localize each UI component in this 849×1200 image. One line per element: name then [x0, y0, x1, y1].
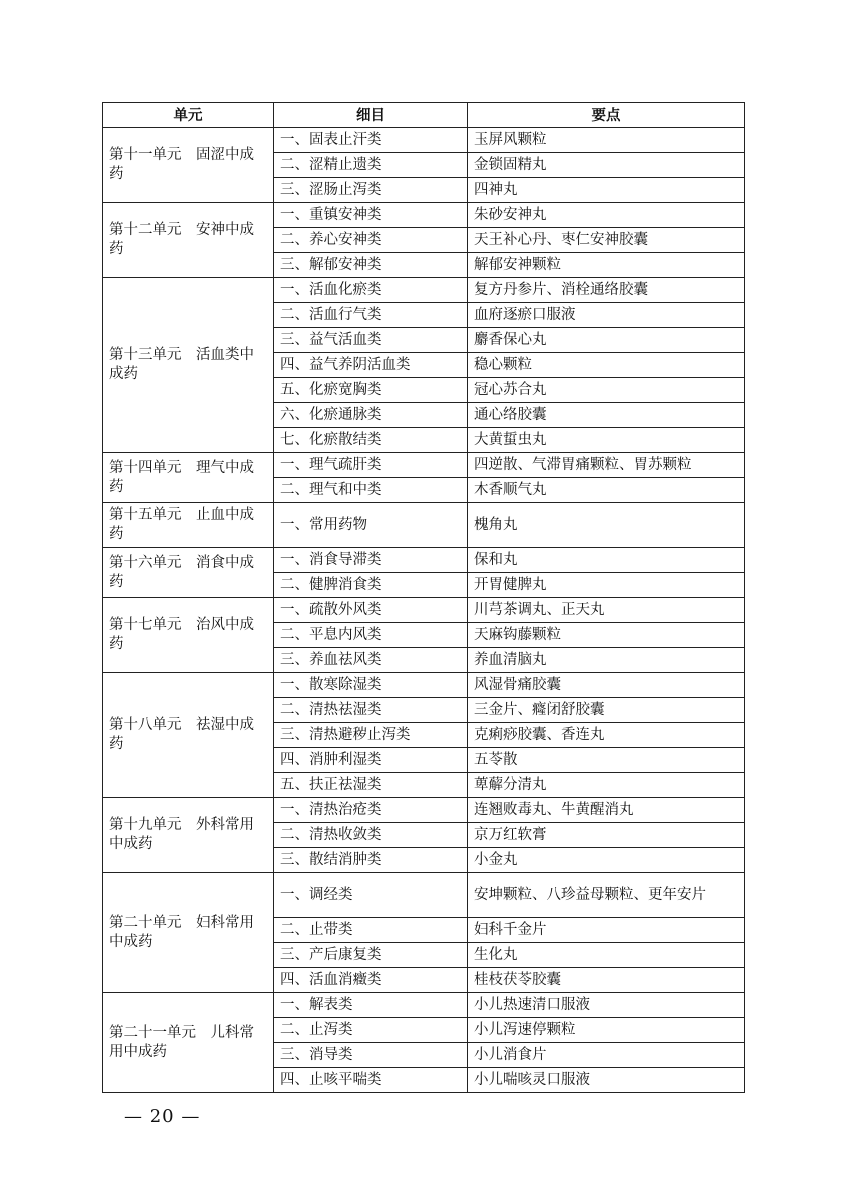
- item-cell: 二、健脾消食类: [274, 573, 468, 598]
- point-cell: 天麻钩藤颗粒: [468, 623, 745, 648]
- point-cell: 小儿消食片: [468, 1043, 745, 1068]
- point-cell: 萆薢分清丸: [468, 773, 745, 798]
- item-cell: 二、平息内风类: [274, 623, 468, 648]
- item-cell: 四、活血消癥类: [274, 968, 468, 993]
- item-cell: 一、解表类: [274, 993, 468, 1018]
- item-cell: 三、消导类: [274, 1043, 468, 1068]
- item-cell: 一、疏散外风类: [274, 598, 468, 623]
- table-row: [103, 673, 745, 698]
- item-cell: 三、产后康复类: [274, 943, 468, 968]
- item-cell: 一、消食导滞类: [274, 548, 468, 573]
- item-cell: 四、消肿利湿类: [274, 748, 468, 773]
- item-cell: 五、化瘀宽胸类: [274, 378, 468, 403]
- point-cell: 复方丹参片、消栓通络胶囊: [468, 278, 745, 303]
- point-cell: 桂枝茯苓胶囊: [468, 968, 745, 993]
- item-cell: 三、养血祛风类: [274, 648, 468, 673]
- table-row: [103, 993, 745, 1018]
- table-header-row: [103, 103, 745, 128]
- point-cell: 小儿喘咳灵口服液: [468, 1068, 745, 1093]
- table-row: [103, 548, 745, 573]
- item-cell: 三、清热避秽止泻类: [274, 723, 468, 748]
- item-cell: 二、止泻类: [274, 1018, 468, 1043]
- point-cell: 小儿泻速停颗粒: [468, 1018, 745, 1043]
- syllabus-table: [102, 102, 745, 1093]
- table-row: [103, 128, 745, 153]
- table-row: [103, 453, 745, 478]
- unit-cell: 第十七单元 治风中成药: [103, 598, 274, 673]
- item-cell: 一、清热治疮类: [274, 798, 468, 823]
- item-cell: 二、清热收敛类: [274, 823, 468, 848]
- item-cell: 一、活血化瘀类: [274, 278, 468, 303]
- point-cell: 冠心苏合丸: [468, 378, 745, 403]
- item-cell: 一、固表止汗类: [274, 128, 468, 153]
- item-cell: 七、化瘀散结类: [274, 428, 468, 453]
- unit-cell: 第二十单元 妇科常用中成药: [103, 873, 274, 993]
- table-row: [103, 278, 745, 303]
- point-cell: 养血清脑丸: [468, 648, 745, 673]
- point-cell: 解郁安神颗粒: [468, 253, 745, 278]
- point-cell: 天王补心丹、枣仁安神胶囊: [468, 228, 745, 253]
- unit-cell: 第十五单元 止血中成药: [103, 503, 274, 548]
- point-cell: 五苓散: [468, 748, 745, 773]
- item-cell: 二、止带类: [274, 918, 468, 943]
- unit-cell: 第十二单元 安神中成药: [103, 203, 274, 278]
- point-cell: 金锁固精丸: [468, 153, 745, 178]
- column-header-item: 细目: [274, 103, 468, 128]
- item-cell: 三、散结消肿类: [274, 848, 468, 873]
- item-cell: 一、理气疏肝类: [274, 453, 468, 478]
- point-cell: 克痢痧胶囊、香连丸: [468, 723, 745, 748]
- point-cell: 四神丸: [468, 178, 745, 203]
- point-cell: 稳心颗粒: [468, 353, 745, 378]
- point-cell: 开胃健脾丸: [468, 573, 745, 598]
- point-cell: 小儿热速清口服液: [468, 993, 745, 1018]
- point-cell: 妇科千金片: [468, 918, 745, 943]
- item-cell: 三、益气活血类: [274, 328, 468, 353]
- item-cell: 一、调经类: [274, 873, 468, 918]
- point-cell: 保和丸: [468, 548, 745, 573]
- point-cell: 小金丸: [468, 848, 745, 873]
- column-header-point: 要点: [468, 103, 745, 128]
- point-cell: 风湿骨痛胶囊: [468, 673, 745, 698]
- item-cell: 五、扶正祛湿类: [274, 773, 468, 798]
- table-row: [103, 503, 745, 548]
- table-row: [103, 798, 745, 823]
- item-cell: 一、散寒除湿类: [274, 673, 468, 698]
- point-cell: 通心络胶囊: [468, 403, 745, 428]
- point-cell: 槐角丸: [468, 503, 745, 548]
- point-cell: 京万红软膏: [468, 823, 745, 848]
- unit-cell: 第十八单元 祛湿中成药: [103, 673, 274, 798]
- item-cell: 二、活血行气类: [274, 303, 468, 328]
- table-body: [103, 128, 745, 1093]
- point-cell: 大黄蜇虫丸: [468, 428, 745, 453]
- item-cell: 一、常用药物: [274, 503, 468, 548]
- point-cell: 生化丸: [468, 943, 745, 968]
- unit-cell: 第二十一单元 儿科常用中成药: [103, 993, 274, 1093]
- unit-cell: 第十六单元 消食中成药: [103, 548, 274, 598]
- point-cell: 玉屏风颗粒: [468, 128, 745, 153]
- table-row: [103, 203, 745, 228]
- unit-cell: 第十九单元 外科常用中成药: [103, 798, 274, 873]
- unit-cell: 第十四单元 理气中成药: [103, 453, 274, 503]
- point-cell: 血府逐瘀口服液: [468, 303, 745, 328]
- unit-cell: 第十一单元 固涩中成药: [103, 128, 274, 203]
- item-cell: 六、化瘀通脉类: [274, 403, 468, 428]
- item-cell: 二、养心安神类: [274, 228, 468, 253]
- column-header-unit: 单元: [103, 103, 274, 128]
- item-cell: 一、重镇安神类: [274, 203, 468, 228]
- point-cell: 川芎茶调丸、正天丸: [468, 598, 745, 623]
- point-cell: 四逆散、气滞胃痛颗粒、胃苏颗粒: [468, 453, 745, 478]
- item-cell: 四、止咳平喘类: [274, 1068, 468, 1093]
- point-cell: 三金片、癃闭舒胶囊: [468, 698, 745, 723]
- point-cell: 连翘败毒丸、牛黄醒消丸: [468, 798, 745, 823]
- table-row: [103, 873, 745, 918]
- table-row: [103, 598, 745, 623]
- item-cell: 三、解郁安神类: [274, 253, 468, 278]
- point-cell: 朱砂安神丸: [468, 203, 745, 228]
- point-cell: 麝香保心丸: [468, 328, 745, 353]
- item-cell: 三、涩肠止泻类: [274, 178, 468, 203]
- point-cell: 安坤颗粒、八珍益母颗粒、更年安片: [468, 873, 745, 918]
- item-cell: 二、涩精止遗类: [274, 153, 468, 178]
- item-cell: 二、清热祛湿类: [274, 698, 468, 723]
- item-cell: 二、理气和中类: [274, 478, 468, 503]
- unit-cell: 第十三单元 活血类中成药: [103, 278, 274, 453]
- item-cell: 四、益气养阴活血类: [274, 353, 468, 378]
- page-number: — 20 —: [124, 1106, 201, 1127]
- point-cell: 木香顺气丸: [468, 478, 745, 503]
